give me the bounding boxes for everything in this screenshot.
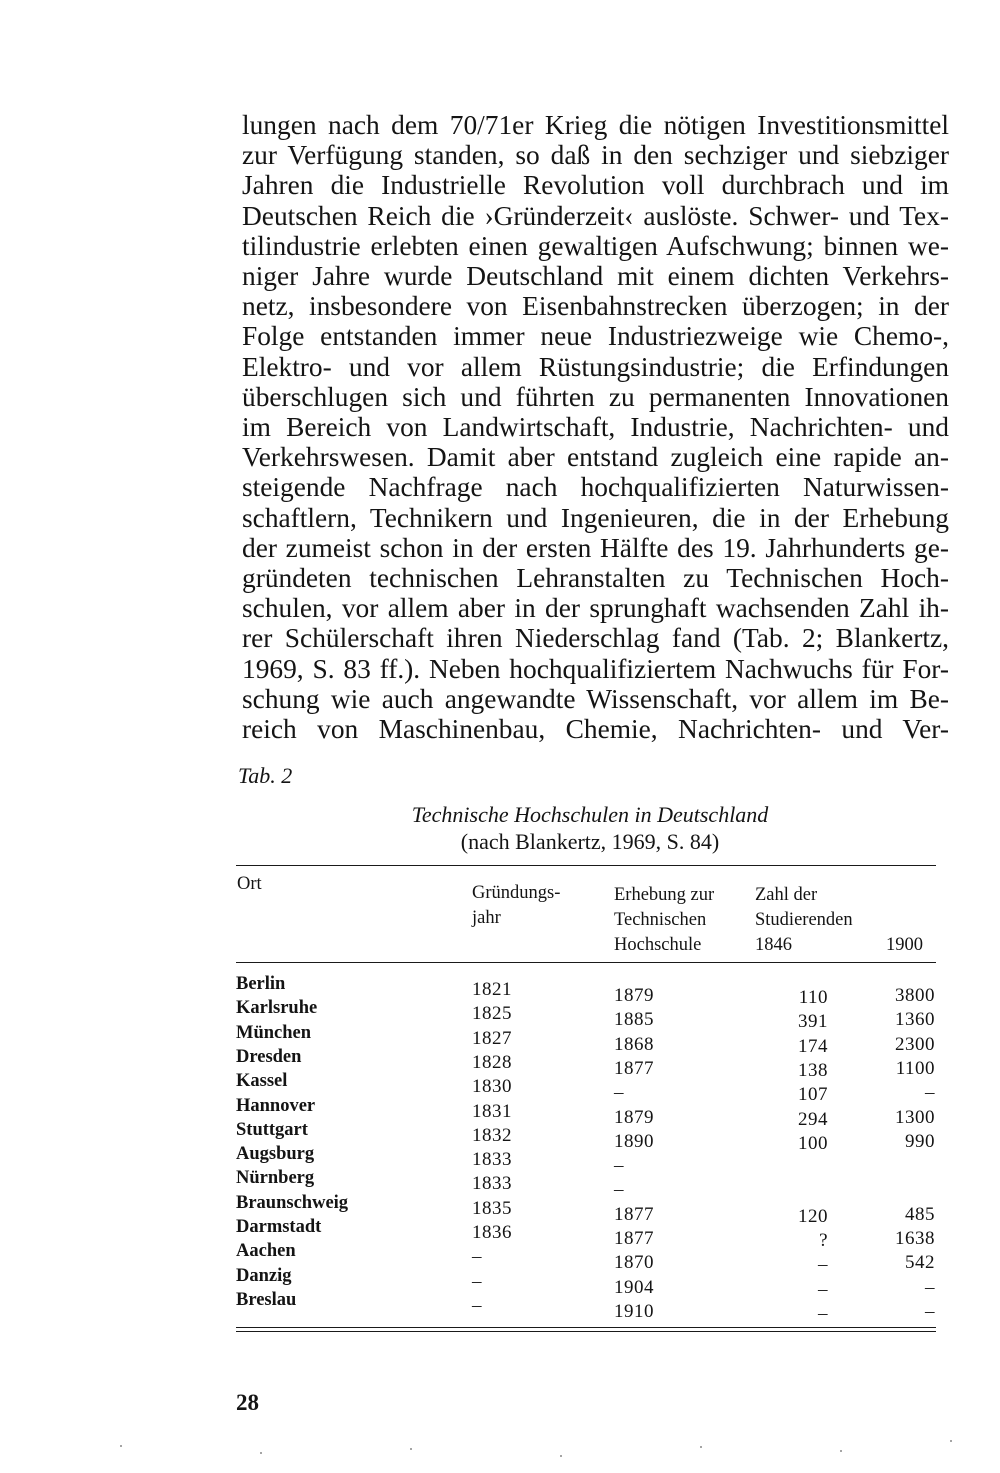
cell-ort: Stuttgart — [236, 1119, 308, 1140]
cell-erhebung: 1879 — [614, 985, 654, 1006]
body-line: schung wie auch angewandte Wissenschaft, vor allem im Be- — [242, 683, 949, 714]
cell-gruendungsjahr: 1828 — [472, 1051, 512, 1073]
cell-gruendungsjahr: 1821 — [472, 979, 512, 1000]
cell-studierende-1900: – — [925, 1300, 935, 1322]
table-subtitle: (nach Blankertz, 1969, S. 84) — [460, 829, 720, 854]
cell-erhebung: 1890 — [614, 1130, 654, 1152]
page-number: 28 — [236, 1390, 259, 1415]
cell-erhebung: 1870 — [614, 1252, 654, 1274]
cell-gruendungsjahr: 1831 — [472, 1100, 512, 1122]
cell-studierende-1846: 174 — [798, 1035, 828, 1057]
cell-gruendungsjahr: 1835 — [472, 1197, 512, 1219]
cell-studierende-1900: 2300 — [895, 1033, 935, 1055]
cell-erhebung: 1877 — [614, 1228, 654, 1249]
cell-erhebung: 1877 — [614, 1203, 654, 1225]
cell-studierende-1900: 1360 — [895, 1009, 935, 1031]
body-line: tilindustrie erlebten einen gewaltigen Aufschwung; binnen we- — [242, 230, 949, 261]
cell-erhebung: 1910 — [614, 1300, 654, 1322]
cell-studierende-1846: 294 — [798, 1108, 828, 1130]
body-line: Verkehrswesen. Damit aber entstand zugleich eine rapide an- — [242, 442, 949, 473]
cell-gruendungsjahr: 1830 — [472, 1076, 512, 1098]
header-erhebung: Erhebung zur Technischen Hochschule — [614, 885, 715, 955]
table-header-rule — [236, 962, 936, 963]
cell-ort: Breslau — [236, 1289, 297, 1310]
table-top-rule — [236, 865, 936, 866]
cell-erhebung: 1904 — [614, 1276, 654, 1298]
body-line: Deutschen Reich die ›Gründerzeit‹ auslöste. Schwer- und Tex- — [242, 200, 949, 231]
body-line: schulen, vor allem aber in der sprunghaft wachsenden Zahl ih- — [242, 593, 949, 624]
body-line: überschlugen sich und führten zu permanenten Innovationen — [242, 381, 949, 412]
body-line: Elektro- und vor allem Rüstungsindustrie; die Erfindungen — [242, 351, 949, 382]
body-line: reich von Maschinenbau, Chemie, Nachrichten- und Ver- — [242, 714, 949, 745]
table-bottom-rule-2 — [236, 1331, 936, 1332]
cell-ort: Braunschweig — [236, 1192, 349, 1213]
body-line: 1969, S. 83 ff.). Neben hochqualifiziertem Nachwuchs für For- — [242, 653, 949, 684]
cell-ort: Nürnberg — [236, 1168, 315, 1189]
cell-studierende-1846: 391 — [798, 1011, 828, 1033]
body-line: netz, insbesondere von Eisenbahnstrecken überzogen; in der — [242, 291, 949, 322]
cell-ort: Berlin — [236, 974, 286, 994]
cell-erhebung: – — [614, 1155, 624, 1177]
cell-studierende-1900: 1300 — [895, 1106, 935, 1128]
header-ort: Ort — [237, 874, 262, 894]
cell-studierende-1900: 542 — [905, 1252, 935, 1274]
cell-erhebung: 1885 — [614, 1009, 654, 1031]
cell-gruendungsjahr: 1833 — [472, 1173, 512, 1195]
header-year-1846: 1846 — [755, 935, 792, 955]
cell-ort: Aachen — [236, 1241, 296, 1262]
table-bottom-rule — [236, 1327, 936, 1328]
cell-studierende-1846: 120 — [798, 1205, 828, 1227]
body-line: Folge entstanden immer neue Industriezweige wie Chemo-, — [242, 321, 949, 352]
body-line: zur Verfügung standen, so daß in den sechziger und siebziger — [242, 140, 949, 171]
table-label: Tab. 2 — [238, 763, 293, 788]
cell-studierende-1846: – — [818, 1254, 828, 1276]
header-zahl-studierende: Zahl der Studierenden 1846 — [755, 883, 853, 958]
cell-ort: Karlsruhe — [236, 998, 318, 1019]
cell-erhebung: 1868 — [614, 1033, 654, 1055]
cell-gruendungsjahr: 1833 — [472, 1149, 512, 1171]
cell-studierende-1846: 107 — [798, 1084, 828, 1106]
cell-gruendungsjahr: – — [472, 1294, 482, 1316]
body-line: Jahren die Industrielle Revolution voll durchbrach und im — [242, 170, 949, 201]
cell-erhebung: 1877 — [614, 1057, 654, 1079]
body-line: steigende Nachfrage nach hochqualifizierten Naturwissen- — [242, 472, 949, 503]
cell-studierende-1900: 3800 — [895, 985, 935, 1006]
body-line: lungen nach dem 70/71er Krieg die nötigen Investitionsmittel — [242, 110, 949, 140]
cell-erhebung: – — [614, 1179, 624, 1201]
cell-ort: Hannover — [236, 1095, 316, 1116]
cell-studierende-1900: – — [925, 1082, 935, 1104]
body-paragraph — [242, 110, 949, 744]
cell-erhebung: – — [614, 1082, 624, 1104]
cell-ort: Darmstadt — [236, 1217, 322, 1237]
cell-gruendungsjahr: 1825 — [472, 1003, 512, 1025]
cell-ort: Augsburg — [236, 1144, 315, 1165]
header-year-1900: 1900 — [886, 935, 923, 955]
cell-ort: Danzig — [236, 1265, 292, 1286]
cell-ort: Dresden — [236, 1046, 302, 1067]
body-line: im Bereich von Landwirtschaft, Industrie, Nachrichten- und — [242, 412, 949, 443]
cell-erhebung: 1879 — [614, 1106, 654, 1128]
cell-gruendungsjahr: – — [472, 1270, 482, 1292]
cell-studierende-1900: 1638 — [895, 1228, 935, 1249]
cell-studierende-1900: 485 — [905, 1203, 935, 1225]
cell-ort: München — [236, 1022, 312, 1043]
header-gruendungsjahr: Gründungs- jahr — [472, 883, 561, 928]
body-line: schaftlern, Technikern und Ingenieuren, die in der Erhebung — [242, 502, 949, 533]
cell-studierende-1900: 1100 — [895, 1057, 935, 1079]
cell-studierende-1846: 138 — [798, 1059, 828, 1081]
cell-studierende-1846: 100 — [798, 1132, 828, 1154]
cell-gruendungsjahr: 1836 — [472, 1222, 512, 1243]
cell-ort: Kassel — [236, 1071, 288, 1092]
cell-studierende-1846: 110 — [798, 987, 828, 1008]
body-line: der zumeist schon in der ersten Hälfte des 19. Jahrhunderts ge- — [242, 532, 949, 563]
cell-gruendungsjahr: – — [472, 1246, 482, 1268]
table-title: Technische Hochschulen in Deutschland — [411, 802, 769, 827]
cell-studierende-1900: 990 — [905, 1130, 935, 1152]
cell-gruendungsjahr: 1832 — [472, 1124, 512, 1146]
cell-studierende-1846: – — [818, 1278, 828, 1300]
cell-studierende-1846: ? — [819, 1230, 828, 1251]
body-line: gründeten technischen Lehranstalten zu Technischen Hoch- — [242, 563, 949, 594]
body-line: rer Schülerschaft ihren Niederschlag fand (Tab. 2; Blankertz, — [242, 623, 949, 654]
cell-studierende-1846: – — [818, 1302, 828, 1324]
cell-gruendungsjahr: 1827 — [472, 1027, 512, 1049]
body-line: niger Jahre wurde Deutschland mit einem dichten Verkehrs- — [242, 261, 949, 292]
cell-studierende-1900: – — [925, 1276, 935, 1298]
